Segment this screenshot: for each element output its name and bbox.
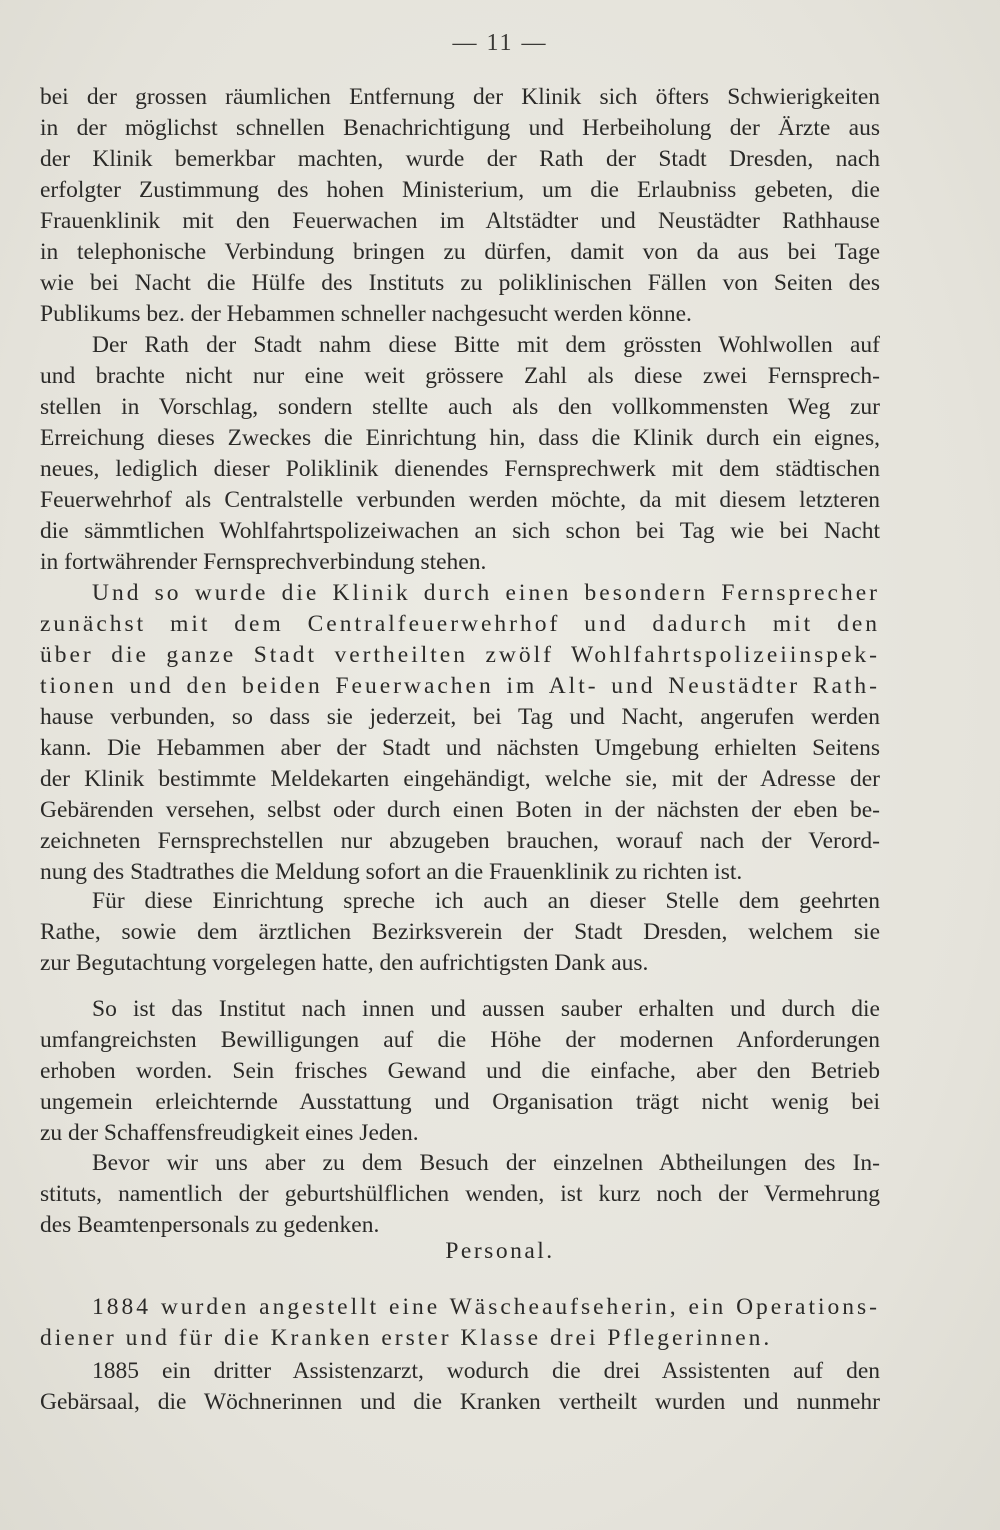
text-line: erfolgter Zustimmung des hohen Ministerium, um die Erlaubniss gebeten, die [40,177,880,203]
text-line: zur Begutachtung vorgelegen hatte, den aufrichtigsten Dank aus. [40,950,649,976]
text-line: der Klinik bestimmte Meldekarten eingehändigt, welche sie, mit der Adresse der [40,766,880,792]
text-line: 1884 wurden angestellt eine Wäscheaufseherin, ein Operations- [92,1294,880,1320]
text-line: zu der Schaffensfreudigkeit eines Jeden. [40,1120,419,1146]
text-line: zunächst mit dem Centralfeuerwehrhof und dadurch mit den [40,611,880,637]
text-line: nung des Stadtrathes die Meldung sofort an die Frauenklinik zu richten ist. [40,859,743,885]
text-line: Feuerwehrhof als Centralstelle verbunden werden möchte, da mit diesem letzteren [40,487,880,513]
text-line: in telephonische Verbindung bringen zu dürfen, damit von da aus bei Tage [40,239,880,265]
text-line: neues, lediglich dieser Poliklinik dienendes Fernsprechwerk mit dem städtischen [40,456,880,482]
text-line: Frauenklinik mit den Feuerwachen im Altstädter und Neustädter Rathhause [40,208,880,234]
text-line: 1885 ein dritter Assistenzarzt, wodurch die drei Assistenten auf den [92,1358,880,1384]
text-line: in der möglichst schnellen Benachrichtigung und Herbeiholung der Ärzte aus [40,115,880,141]
text-line: über die ganze Stadt vertheilten zwölf Wohlfahrtspolizeiinspek- [40,642,880,668]
text-line: in fortwährender Fernsprechverbindung stehen. [40,549,487,575]
text-line: tionen und den beiden Feuerwachen im Alt- und Neustädter Rath- [40,673,880,699]
text-line: und brachte nicht nur eine weit grössere Zahl als diese zwei Fernsprech- [40,363,880,389]
text-line: die sämmtlichen Wohlfahrtspolizeiwachen an sich schon bei Tag wie bei Nacht [40,518,880,544]
text-line: diener und für die Kranken erster Klasse drei Pflegerinnen. [40,1325,773,1351]
text-line: Rathe, sowie dem ärztlichen Bezirksverein der Stadt Dresden, welchem sie [40,919,880,945]
text-line: hause verbunden, so dass sie jederzeit, bei Tag und Nacht, angerufen werden [40,704,880,730]
text-line: Der Rath der Stadt nahm diese Bitte mit dem grössten Wohlwollen auf [92,332,880,358]
text-line: So ist das Institut nach innen und aussen sauber erhalten und durch die [92,996,880,1022]
text-line: umfangreichsten Bewilligungen auf die Höhe der modernen Anforderungen [40,1027,880,1053]
text-line: Bevor wir uns aber zu dem Besuch der einzelnen Abtheilungen des In- [92,1150,880,1176]
text-line: Erreichung dieses Zweckes die Einrichtung hin, dass die Klinik durch ein eignes, [40,425,880,451]
text-line: der Klinik bemerkbar machten, wurde der Rath der Stadt Dresden, nach [40,146,880,172]
text-line: stituts, namentlich der geburtshülflichen wenden, ist kurz noch der Vermehrung [40,1181,880,1207]
text-line: Gebärsaal, die Wöchnerinnen und die Kranken vertheilt wurden und nunmehr [40,1389,880,1415]
text-line: wie bei Nacht die Hülfe des Instituts zu poliklinischen Fällen von Seiten des [40,270,880,296]
text-line: Für diese Einrichtung spreche ich auch an dieser Stelle dem geehrten [92,888,880,914]
text-line: erhoben worden. Sein frisches Gewand und die einfache, aber den Betrieb [40,1058,880,1084]
text-line: Publikums bez. der Hebammen schneller nachgesucht werden könne. [40,301,692,327]
page-number: — 11 — [452,30,548,56]
text-line: ungemein erleichternde Ausstattung und Organisation trägt nicht wenig bei [40,1089,880,1115]
section-heading: Personal. [445,1238,555,1264]
text-line: stellen in Vorschlag, sondern stellte auch als den vollkommensten Weg zur [40,394,880,420]
text-line: zeichneten Fernsprechstellen nur abzugeben brauchen, worauf nach der Verord- [40,828,880,854]
text-line: Gebärenden versehen, selbst oder durch einen Boten in der nächsten der eben be- [40,797,880,823]
text-line: bei der grossen räumlichen Entfernung der Klinik sich öfters Schwierigkeiten [40,84,880,110]
text-line: Und so wurde die Klinik durch einen besondern Fernsprecher [92,580,880,606]
text-line: kann. Die Hebammen aber der Stadt und nächsten Umgebung erhielten Seitens [40,735,880,761]
text-line: des Beamtenpersonals zu gedenken. [40,1212,380,1238]
